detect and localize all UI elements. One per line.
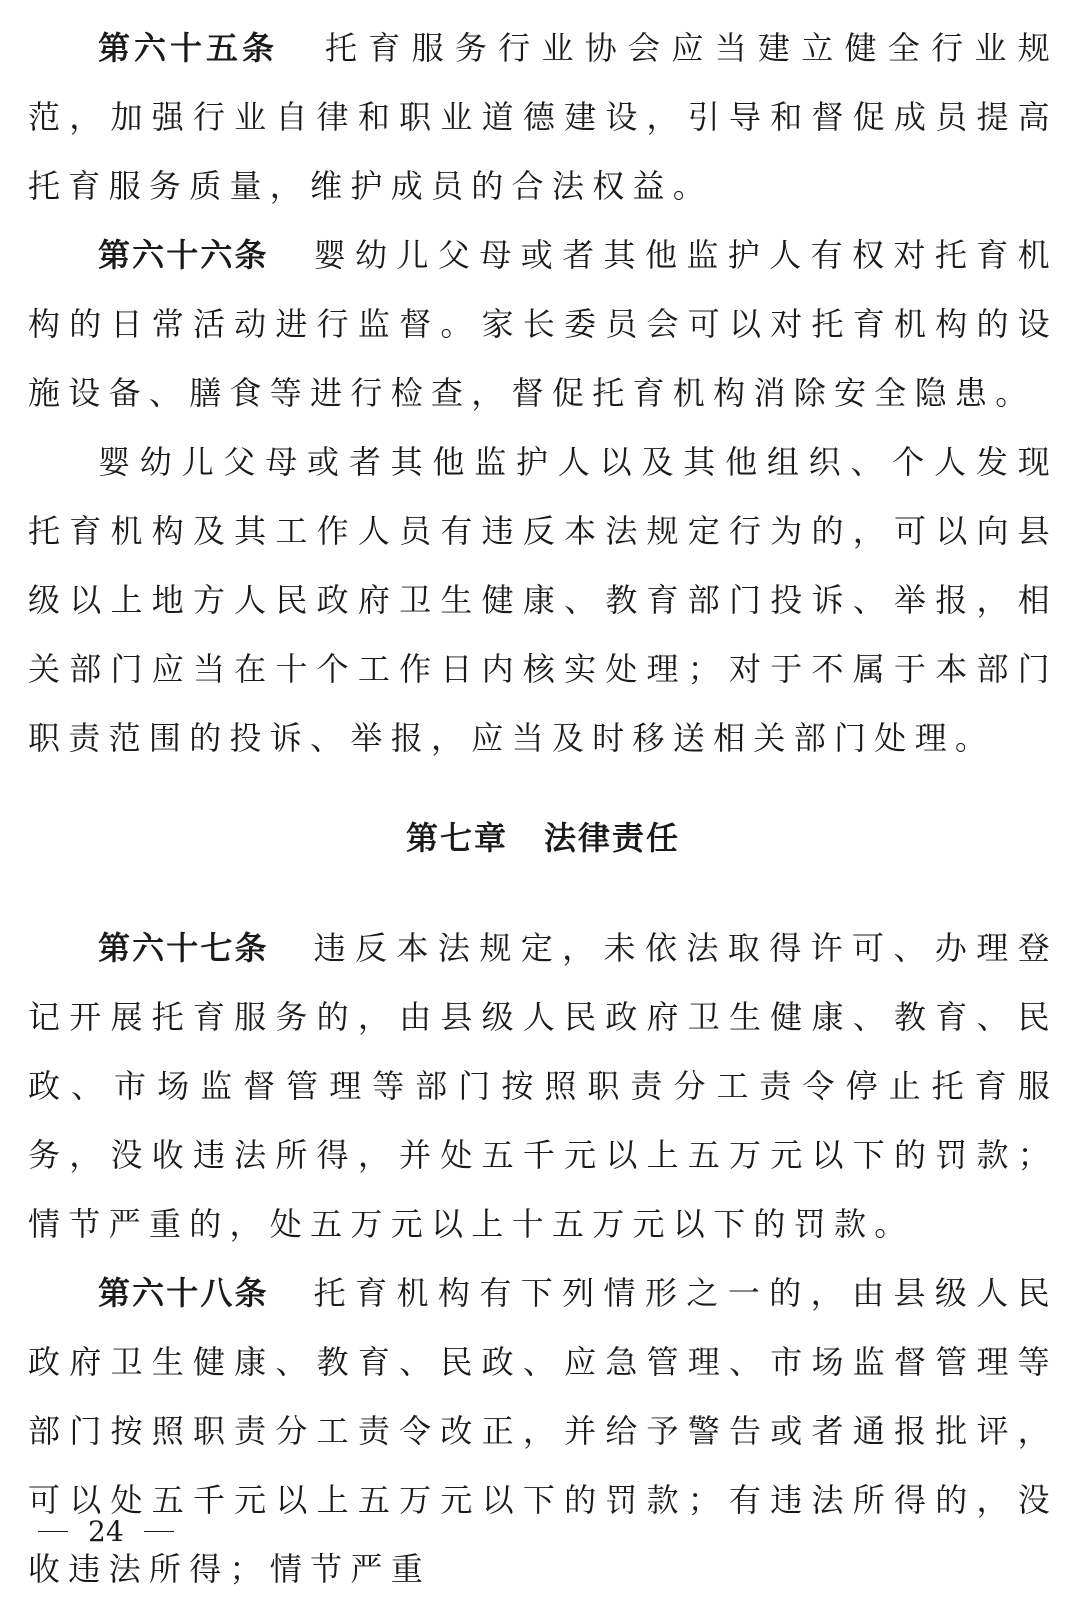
- article-67-title: 第六十七条: [98, 929, 269, 967]
- chapter-title: 法律责任: [544, 819, 681, 857]
- article-65: [28, 14, 1058, 221]
- chapter-number: 第七章: [405, 819, 508, 857]
- article-68-text: 托育机构有下列情形之一的，由县级人民政府卫生健康、教育、民政、应急管理、市场监督管理等部门按照职责分工责令改正，并给予警告或者通报批评，可以处五千元以上五万元以下的罚款；有违法所得的，没收违法所得；情节严重: [28, 1274, 1058, 1588]
- footer-dash-left: [38, 1531, 68, 1532]
- article-66-paragraph-2: 婴幼儿父母或者其他监护人以及其他组织、个人发现托育机构及其工作人员有违反本法规定行为的，可以向县级以上地方人民政府卫生健康、教育部门投诉、举报，相关部门应当在十个工作日内核实处理；对于不属于本部门职责范围的投诉、举报，应当及时移送相关部门处理。: [28, 443, 1058, 757]
- article-66-text: 婴幼儿父母或者其他监护人有权对托育机构的日常活动进行监督。家长委员会可以对托育机构的设施设备、膳食等进行检查，督促托育机构消除安全隐患。: [28, 236, 1058, 412]
- article-65-text: 托育服务行业协会应当建立健全行业规范，加强行业自律和职业道德建设，引导和督促成员提高托育服务质量，维护成员的合法权益。: [28, 29, 1058, 205]
- page-footer: [38, 1514, 174, 1548]
- article-67-text: 违反本法规定，未依法取得许可、办理登记开展托育服务的，由县级人民政府卫生健康、教育、民政、市场监督管理等部门按照职责分工责令停止托育服务，没收违法所得，并处五千元以上五万元以下的罚款；情节严重的，处五万元以上十五万元以下的罚款。: [28, 929, 1058, 1243]
- article-66-title: 第六十六条: [98, 236, 269, 274]
- article-68-title: 第六十八条: [98, 1274, 269, 1312]
- page-number: 24: [88, 1514, 124, 1548]
- document-page: [28, 14, 1058, 1604]
- article-68: [28, 1259, 1058, 1604]
- chapter-heading: [28, 818, 1058, 858]
- article-65-title: 第六十五条: [98, 29, 278, 67]
- article-66: [28, 221, 1058, 428]
- footer-dash-right: [144, 1531, 174, 1532]
- article-67: [28, 914, 1058, 1259]
